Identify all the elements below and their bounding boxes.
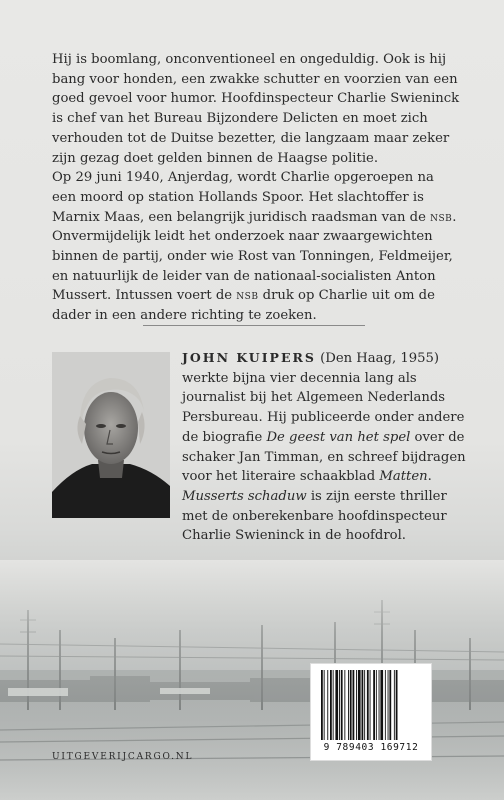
bio-text-2: over de schaker Jan Timman, en schreef bijdragen voor het literaire schaakblad xyxy=(182,429,466,485)
author-photo xyxy=(52,352,170,518)
section-divider xyxy=(143,325,365,326)
magazine-title: Matten xyxy=(379,469,428,485)
author-bio xyxy=(182,348,472,546)
blurb-p2-part-a: Op 29 juni 1940, Anjerdag, wordt Charlie opgeroepen na een moord op station Hollands Spoor. Het slachtoffer is Marnix Maas, een belangrijk juridisch raadsman van de xyxy=(52,170,434,225)
nsb-smallcaps: nsb xyxy=(236,288,259,304)
blurb-paragraph-1: Hij is boomlang, onconventioneel en ongeduldig. Ook is hij bang voor honden, een zwakke schutter en voorzien van een goed gevoel voor humor. Hoofdinspecteur Charlie Swieninck is chef van het Bureau Bijzondere Delicten en moet zich verhouden tot de Duitse bezetter, die langzaam maar zeker zijn gezag doet gelden binnen de Haagse politie. xyxy=(52,52,460,166)
barcode-bars xyxy=(319,670,423,742)
bio-text-1: werkte bijna vier decennia lang als journalist bij het Algemeen Nederlands Persbureau. Hij publiceerde onder andere de biografie xyxy=(182,370,465,445)
author-name: JOHN KUIPERS xyxy=(182,350,316,365)
blurb-text xyxy=(52,50,462,326)
bio-text-4: is zijn eerste thriller met de onberekenbare hoofdinspecteur Charlie Swieninck in de hoofdrol. xyxy=(182,488,447,544)
publisher-url: UITGEVERIJCARGO.NL xyxy=(52,752,194,762)
nsb-smallcaps: nsb xyxy=(430,209,453,225)
blurb-p2-part-c: druk op Charlie uit om de dader in een andere richting te zoeken. xyxy=(52,288,435,324)
author-origin: (Den Haag, 1955) xyxy=(315,351,440,366)
isbn-barcode xyxy=(310,663,432,761)
bio-text-3: . xyxy=(427,469,432,485)
isbn-number: 9 789403 169712 xyxy=(323,742,419,753)
book-title-2: Musserts schaduw xyxy=(182,488,307,504)
blurb-p2-part-b: . Onvermijdelijk leidt het onderzoek naar zwaargewichten binnen de partij, onder wie Rost van Tonningen, Feldmeijer, en natuurlijk de leider van de nationaal-socialisten Anton Mussert. Intussen voert de xyxy=(52,209,457,304)
blurb-paragraph-2 xyxy=(52,168,462,326)
book-title-1: De geest van het spel xyxy=(266,429,411,445)
